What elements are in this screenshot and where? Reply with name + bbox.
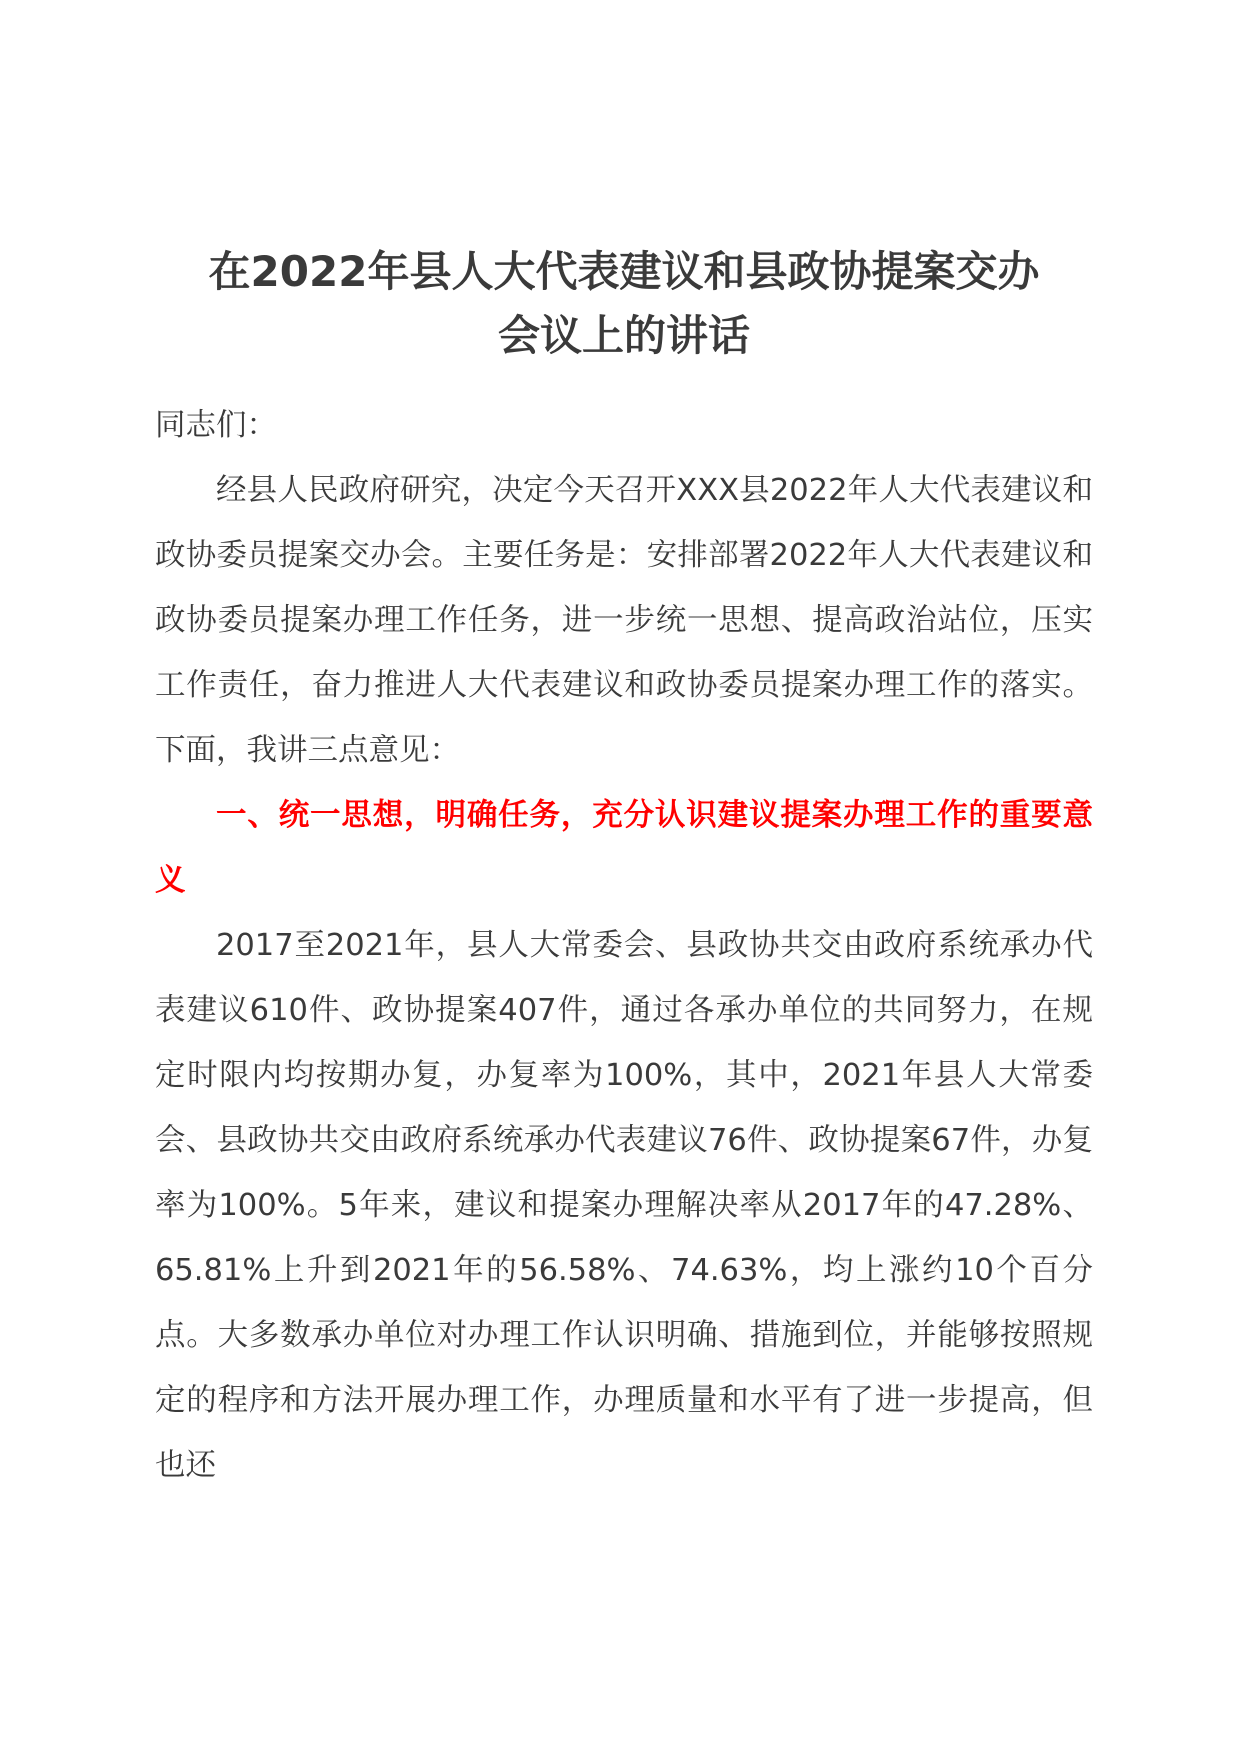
title-line-1: 在2022年县人大代表建议和县政协提案交办: [208, 247, 1040, 296]
document-title: [155, 240, 1093, 368]
paragraph-intro: 经县人民政府研究，决定今天召开XXX县2022年人大代表建议和政协委员提案交办会。主要任务是：安排部署2022年人大代表建议和政协委员提案办理工作任务，进一步统一思想、提高政治站位，压实工作责任，奋力推进人大代表建议和政协委员提案办理工作的落实。下面，我讲三点意见：: [155, 473, 1093, 768]
document-body: [155, 240, 1093, 1498]
title-line-2: 会议上的讲话: [497, 311, 750, 360]
section-heading-1: 一、统一思想，明确任务，充分认识建议提案办理工作的重要意义: [155, 798, 1093, 898]
paragraph-statistics: 2017至2021年，县人大常委会、县政协共交由政府系统承办代表建议610件、政协提案407件，通过各承办单位的共同努力，在规定时限内均按期办复，办复率为100%，其中，2021年县人大常委会、县政协共交由政府系统承办代表建议76件、政协提案67件，办复率为100%。5年来，建议和提案办理解决率从2017年的47.28%、65.81%上升到2021年的56.58%、74.63%，均上涨约10个百分点。大多数承办单位对办理工作认识明确、措施到位，并能够按照规定的程序和方法开展办理工作，办理质量和水平有了进一步提高，但也还: [155, 928, 1093, 1483]
salutation: 同志们：: [155, 408, 277, 443]
